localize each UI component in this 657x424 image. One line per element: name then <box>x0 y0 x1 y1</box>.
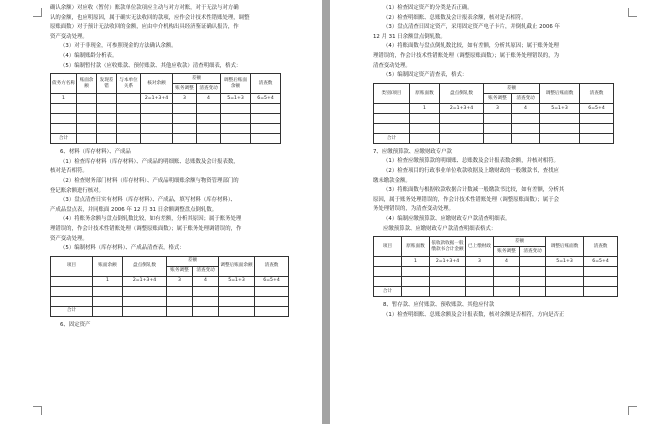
table-cell: 4 <box>193 276 219 286</box>
table-total-label: 合计 <box>374 287 402 297</box>
section-heading: 7、应缴预算款、应缴财政专户款 <box>373 148 452 155</box>
paragraph-line: （4）将账务余额与盘点倒轧数比较，如有差额，分析其原因；属于账务处理 <box>60 216 242 223</box>
table-total-label: 合计 <box>374 133 410 143</box>
table-header: 清查数 <box>584 237 618 257</box>
table-row <box>51 296 289 306</box>
margin-corner-mark <box>628 406 637 415</box>
section-heading: 6、固定资产 <box>60 321 91 328</box>
paragraph-line: 资产变动处理。 <box>50 235 88 242</box>
table-header: 差额 <box>173 74 221 84</box>
paragraph-line: （4）编制应缴预算款、应缴财政专户款清查明细表。 <box>383 215 511 222</box>
table-cell: 6=5+4 <box>255 276 289 286</box>
paragraph-line: 12 月 31 日余额盘点倒轧数。 <box>373 33 446 40</box>
receivables-table <box>50 73 281 144</box>
paragraph-line: （3）将账面数与根据收款收据合计数减一般缴款书比较，如有差额，分析其 <box>383 187 565 194</box>
paragraph-line: 登记账余额进行核对。 <box>50 187 104 194</box>
table-row <box>374 123 614 133</box>
table-header: 差额 <box>494 237 546 247</box>
table-row <box>51 276 289 286</box>
section-heading: 8、暂存款、应付账款、预收账款、其他应付款 <box>383 302 495 309</box>
table-row <box>374 267 618 277</box>
table-cell: 5=1+3 <box>546 257 584 267</box>
table-subheader: 清查变动 <box>193 266 219 276</box>
fixed-assets-table <box>373 83 614 144</box>
table-header: 项目 <box>374 237 402 257</box>
table-cell: 5=1+3 <box>221 94 251 104</box>
table-header: 调整后账面数 <box>540 83 580 103</box>
document-page-left <box>0 0 322 424</box>
paragraph-line: （4）将账面数与盘点倒轧数比较，如有差额，分析其原因；属于账务处理 <box>383 43 559 50</box>
table-total-row <box>51 306 289 316</box>
table-cell: 6=5+4 <box>251 94 281 104</box>
table-subheader: 清查变动 <box>197 84 221 94</box>
table-header: 差额 <box>167 256 219 266</box>
table-cell: 2=1+3+4 <box>141 94 173 104</box>
table-cell: 1 <box>402 257 430 267</box>
paragraph-line: 原账面数）对于预计无法收回的金额，应由中介机构出具经济鉴证确认报告，作 <box>50 24 239 31</box>
table-header: 差额 <box>484 83 540 93</box>
table-header: 债务方名称 <box>51 74 77 94</box>
paragraph-line: （1）检查应缴预算款的明细账、总账数及会计报表数余额，并核对相符。 <box>383 158 559 165</box>
table-header: 账面余额 <box>93 256 123 276</box>
table-cell: 3 <box>173 94 197 104</box>
table-cell: 1 <box>51 94 77 104</box>
paragraph-line: 应缴预算款、应缴财政专户款清查明细表格式： <box>383 225 497 232</box>
page-body <box>50 4 290 330</box>
table-cell: 3 <box>167 276 193 286</box>
table-cell: 6=5+4 <box>580 103 614 113</box>
table-header: 类别/项目 <box>374 83 410 103</box>
table-header: 盘点倒轧数 <box>123 256 167 276</box>
paragraph-line: 务处理错误的，为清查变动处理。 <box>373 206 454 213</box>
table-cell: 2=1+3+4 <box>440 103 484 113</box>
paragraph-item: （4）编制账龄分析表。 <box>60 52 118 59</box>
paragraph-line: （2）检查项目的行政事业单位收款收据及上缴财政的一般缴款书，查找应 <box>383 167 559 174</box>
table-cell: 4 <box>512 103 540 113</box>
table-row <box>51 104 281 114</box>
table-header: 清查数 <box>251 74 281 94</box>
table-cell: 4 <box>197 94 221 104</box>
page-body <box>373 4 623 320</box>
paragraph-line: 产成品盘点表，并同账面 2006 年 12 月 31 日余额调整盘点倒轧数。 <box>50 206 218 213</box>
margin-corner-mark <box>628 8 637 17</box>
section-heading: 6、材料（库存材料）、产成品 <box>60 149 131 156</box>
table-total-label: 合计 <box>51 306 93 316</box>
paragraph-line: 原因，属于账务处理错误的，作会计技术性错账处理（调整原账面数）；属于会 <box>373 196 559 203</box>
table-cell <box>520 257 546 267</box>
table-cell <box>77 94 97 104</box>
paragraph-line: （1）检查明细账、总账余额及会计报表数，核对余额是否相符，方向是否正 <box>383 311 565 318</box>
page-divider <box>322 0 330 424</box>
table-total-row <box>374 133 614 143</box>
paragraph-line: （3）盘点清查日实有材料（库存材料）、产成品，填写材料（库存材料）、 <box>60 197 236 204</box>
table-cell: 4 <box>494 257 520 267</box>
table-header: 原账面数 <box>402 237 430 257</box>
margin-corner-mark <box>33 406 42 415</box>
table-cell: 5=1+3 <box>540 103 580 113</box>
paragraph-line: （1）检查固定资产的分类是否正确。 <box>383 5 473 11</box>
table-header: 原账面数 <box>410 83 440 103</box>
table-header: 调整后账面余额 <box>219 256 255 276</box>
table-subheader: 账务调整 <box>167 266 193 276</box>
materials-table <box>50 256 289 317</box>
table-row <box>51 114 281 124</box>
paragraph-line: （2）检查财务部门材料（库存材料）、产成品明细账余额与物资管理部门的 <box>60 177 239 184</box>
table-total-label: 合计 <box>51 134 77 144</box>
table-header: 调整后账面数 <box>546 237 584 257</box>
table-header: 已上缴财政 <box>466 237 494 257</box>
table-subheader: 账务调整 <box>173 84 197 94</box>
table-header: 发现差错 <box>97 74 117 94</box>
table-cell: 2=1+3+4 <box>123 276 167 286</box>
paragraph-line: 确认余额）对应收（暂付）账款单位款项应主动与对方对账，对于无法与对方确 <box>50 5 239 11</box>
table-header: 依收款收据一般缴款书合计金额 <box>430 237 466 257</box>
paragraph-line: 认的金额，也应明原因，属于确实无法收回的款项，应作会计技术性错账处理，调整 <box>50 14 250 21</box>
paragraph-line: （1）检查库存材料（库存材料）、产成品的明细账、总账数及会计报表数， <box>60 158 239 165</box>
table-cell: 1 <box>93 276 123 286</box>
paragraph-line: 理错误的，作会计技术性错账处理（调整原账面数）；属于账务处理错误的，为 <box>373 52 559 59</box>
table-row <box>51 124 281 134</box>
table-subheader: 清查变动 <box>512 93 540 103</box>
table-header: 与本单位关系 <box>117 74 141 94</box>
paragraph-item: （5）编制暂付款（应收账款、预付账款、其他应收款）清查明细表，格式： <box>60 62 242 69</box>
table-total-row <box>51 134 281 144</box>
table-total-row <box>374 287 618 297</box>
paragraph-line: （3）盘点清查日固定资产，采用固定资产电子卡片，并倒轧截止 2006 年 <box>383 24 560 31</box>
paragraph-line: 核对是否相符。 <box>50 168 88 175</box>
table-row <box>374 103 614 113</box>
table-header: 盘点倒轧数 <box>440 83 484 103</box>
paragraph-line: （5）编制固定资产清查表，格式： <box>383 72 468 79</box>
paragraph-item: （3）对于非现金，可参照现金的方法确认余额。 <box>60 43 177 50</box>
margin-corner-mark <box>33 8 42 17</box>
table-header: 项目 <box>51 256 93 276</box>
table-row <box>51 94 281 104</box>
table-cell: 3 <box>484 103 512 113</box>
paragraph-line: （2）检查明细账、总账数及会计报表余额，核对是否相符。 <box>383 14 527 21</box>
table-cell: 5=1+3 <box>219 276 255 286</box>
table-header: 核对余额 <box>141 74 173 94</box>
table-header: 清查数 <box>580 83 614 103</box>
payables-table <box>373 236 618 297</box>
paragraph-line: （5）编制材料（库存材料）、产成品清查表，格式： <box>60 245 185 252</box>
table-row <box>51 286 289 296</box>
paragraph-line: 缴未缴款金额。 <box>373 177 411 184</box>
table-cell: 3 <box>466 257 494 267</box>
table-row <box>374 257 618 267</box>
table-cell <box>117 94 141 104</box>
paragraph-line: 理错误的，作会计技术性错账处理（调整原账面数）；属于账务处理调错误的，作 <box>50 225 242 232</box>
table-header: 调整后账面余额 <box>221 74 251 94</box>
table-subheader: 账务调整 <box>494 247 520 257</box>
table-row <box>374 277 618 287</box>
table-cell <box>97 94 117 104</box>
table-subheader: 账务调整 <box>484 93 512 103</box>
table-header: 账面余额 <box>77 74 97 94</box>
table-subheader: 清查变动 <box>520 247 546 257</box>
table-cell: 2=1+3+4 <box>430 257 466 267</box>
table-row <box>374 113 614 123</box>
table-header: 清查数 <box>255 256 289 276</box>
table-cell: 6=5+4 <box>584 257 618 267</box>
table-cell: 1 <box>410 103 440 113</box>
document-page-right <box>330 0 657 424</box>
paragraph-line: 清查变动处理。 <box>373 62 411 69</box>
paragraph-line: 资产变动处理。 <box>50 33 88 40</box>
